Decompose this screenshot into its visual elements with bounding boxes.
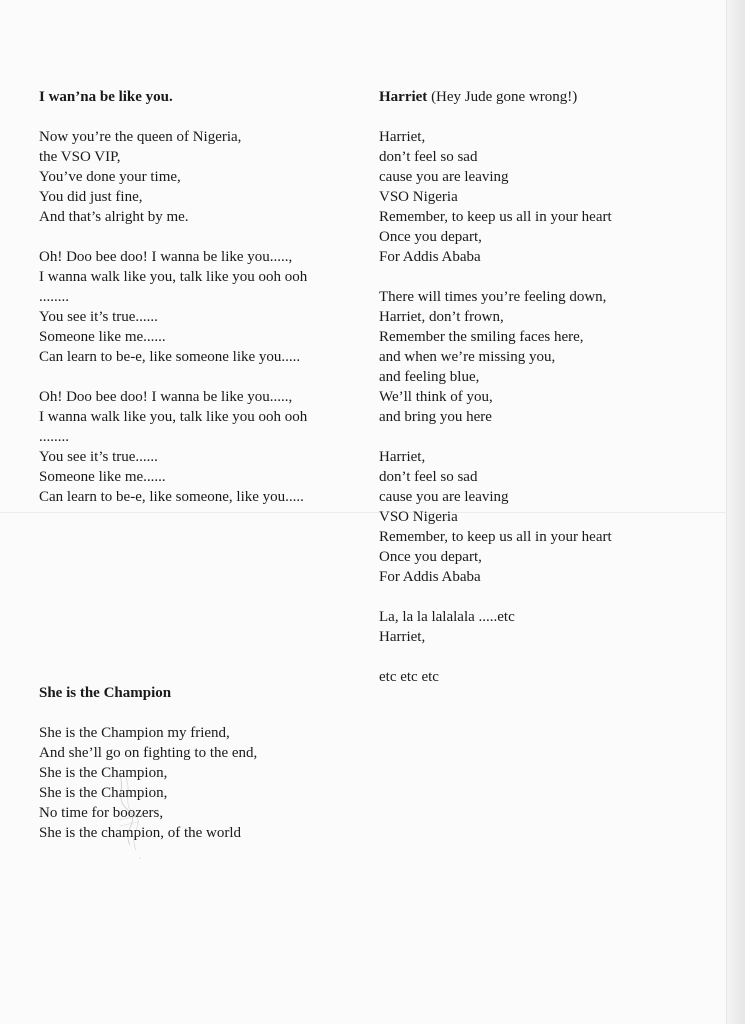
lyric-line: And that’s alright by me. [39,209,189,225]
song-title: Harriet (Hey Jude gone wrong!) [379,89,578,105]
pencil-scribble-mark [100,770,160,860]
lyric-line: La, la la lalalala .....etc [379,609,515,625]
lyric-line: VSO Nigeria [379,509,458,525]
stanza [39,247,339,367]
lyric-line: You did just fine, [39,189,143,205]
lyric-line: For Addis Ababa [379,249,481,265]
lyric-line: and bring you here [379,409,492,425]
song-title: I wan’na be like you. [39,89,173,105]
lyric-line: She is the Champion my friend, [39,725,230,741]
song-harriet [379,87,679,687]
lyric-line: Once you depart, [379,229,482,245]
lyric-line: I wanna walk like you, talk like you ooh ooh ........ [39,409,308,445]
song-i-wanna-be-like-you [39,87,339,507]
lyric-line: Oh! Doo bee doo! I wanna be like you....., [39,389,293,405]
lyric-line: etc etc etc [379,669,439,685]
stanza [39,723,339,843]
lyric-line: No time for boozers, [39,805,164,821]
lyric-line: Harriet, don’t frown, [379,309,504,325]
stanza [379,667,679,687]
lyric-line: You’ve done your time, [39,169,181,185]
stanza [379,447,679,587]
lyric-line: We’ll think of you, [379,389,493,405]
lyric-line: cause you are leaving [379,489,509,505]
lyric-line: She is the Champion, [39,785,168,801]
lyric-line: Harriet, [379,629,426,645]
lyric-line: Someone like me...... [39,329,166,345]
lyric-line: Harriet, [379,129,426,145]
lyric-line: I wanna walk like you, talk like you ooh ooh ........ [39,269,308,305]
page-edge-shadow [726,0,745,1024]
stanza [39,127,339,227]
stanza [379,607,679,647]
stanza [39,387,339,507]
lyric-line: Once you depart, [379,549,482,565]
stanza [379,287,679,427]
lyric-line: Someone like me...... [39,469,166,485]
lyric-line: and feeling blue, [379,369,480,385]
lyric-line: You see it’s true...... [39,449,158,465]
stanza [379,127,679,267]
lyric-line: There will times you’re feeling down, [379,289,607,305]
lyric-line: don’t feel so sad [379,469,478,485]
lyric-line: Remember, to keep us all in your heart [379,529,612,545]
lyric-line: Now you’re the queen of Nigeria, [39,129,242,145]
lyric-line: Harriet, [379,449,426,465]
lyric-line: Oh! Doo bee doo! I wanna be like you....., [39,249,293,265]
lyric-line: She is the Champion, [39,765,168,781]
lyric-line: VSO Nigeria [379,189,458,205]
lyric-line: and when we’re missing you, [379,349,556,365]
lyric-line: Remember, to keep us all in your heart [379,209,612,225]
lyric-line: Can learn to be-e, like someone, like you..... [39,489,304,505]
lyric-line: She is the champion, of the world [39,825,242,841]
lyric-line: And she’ll go on fighting to the end, [39,745,258,761]
lyric-line: the VSO VIP, [39,149,121,165]
lyric-line: You see it’s true...... [39,309,158,325]
lyric-line: Remember the smiling faces here, [379,329,584,345]
lyric-line: cause you are leaving [379,169,509,185]
song-she-is-the-champion [39,683,339,843]
lyric-line: don’t feel so sad [379,149,478,165]
song-title: She is the Champion [39,685,172,701]
lyric-line: For Addis Ababa [379,569,481,585]
lyric-line: Can learn to be-e, like someone like you..... [39,349,301,365]
